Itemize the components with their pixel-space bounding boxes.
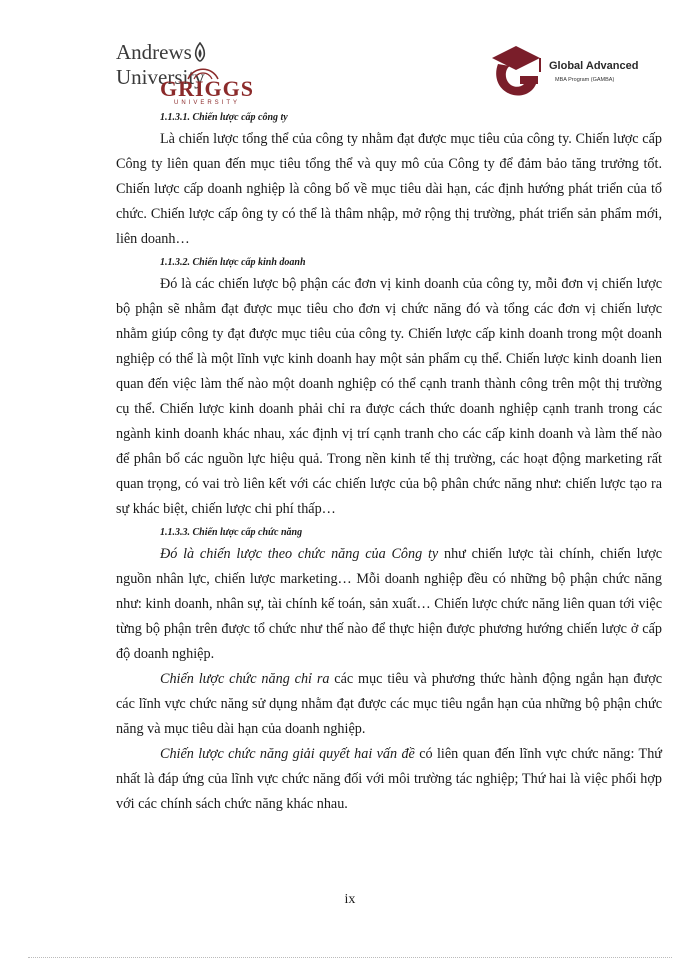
andrews-logo-text-left: Andrews bbox=[116, 40, 192, 64]
gamba-logo bbox=[486, 40, 646, 100]
paragraph-text: các mục tiêu và phương thức hành động ngắn hạn được các lĩnh vực chức năng sử dụng nhằm đạt được các mục tiêu ngắn hạn của những bộ phận chức năng và mục tiêu dài hạn của doanh nghiệp. bbox=[116, 671, 663, 737]
paragraph-text: Là chiến lược tổng thể của công ty nhằm đạt được mục tiêu của công ty. Chiến lược cấp Công ty liên quan đến mục tiêu tổng thể và quy mô của Công ty để đảm bảo tăng trưởng tốt. Chiến lược cấp doanh nghiệp là công bố về mục tiêu dài hạn, các định hướng phát triển của tổ chức. Chiến lược cấp ông ty có thể là thâm nhập, mở rộng thị trường, phát triển sản phẩm mới, liên doanh… bbox=[116, 131, 662, 247]
paragraph-text: có liên quan đến lĩnh vực chức năng: Thứ nhất là đáp ứng của lĩnh vực chức năng đối với môi trường tác nghiệp; Thứ hai là việc phối hợp với các chính sách chức năng khác nhau. bbox=[116, 746, 662, 812]
footer-divider bbox=[28, 957, 672, 958]
body-paragraph bbox=[116, 542, 662, 667]
emphasis-text: Chiến lược chức năng giải quyết hai vấn đề bbox=[160, 746, 415, 762]
body-paragraph bbox=[116, 272, 662, 522]
page-number: ix bbox=[344, 892, 356, 907]
griggs-logo-subtext: UNIVERSITY bbox=[174, 100, 241, 106]
griggs-logo-text: GRIGGS bbox=[160, 76, 255, 101]
document-body bbox=[116, 107, 662, 817]
gamba-logo-subtitle: MBA Program (GAMBA) bbox=[555, 77, 615, 83]
gamba-logo-title: Global Advanced bbox=[549, 60, 639, 72]
emphasis-text: Chiến lược chức năng chỉ ra bbox=[160, 671, 330, 687]
griggs-university-logo bbox=[160, 64, 255, 108]
andrews-logo-text-right: University bbox=[116, 65, 205, 89]
section-heading: 1.1.3.2. Chiến lược cấp kinh doanh bbox=[160, 257, 306, 268]
body-paragraph bbox=[116, 127, 662, 252]
body-paragraph bbox=[116, 742, 662, 817]
emphasis-text: Đó là chiến lược theo chức năng của Công ty bbox=[160, 546, 439, 562]
graduation-cap-icon bbox=[486, 40, 546, 100]
body-paragraph bbox=[116, 667, 662, 742]
section-heading: 1.1.3.3. Chiến lược cấp chức năng bbox=[160, 527, 303, 538]
paragraph-text: như chiến lược tài chính, chiến lược nguồn nhân lực, chiến lược marketing… Mỗi doanh nghiệp đều có những bộ phận chức năng như: kinh doanh, nhân sự, tài chính kế toán, sản xuất… Chiến lược chức năng liên quan tới việc từng bộ phận trên được tổ chức như thế nào để thực hiện được phương hướng chiến lược ở cấp độ doanh nghiệp. bbox=[116, 546, 662, 662]
flame-shield-icon bbox=[193, 42, 207, 62]
page-header bbox=[0, 0, 700, 110]
section-heading: 1.1.3.1. Chiến lược cấp công ty bbox=[160, 112, 288, 123]
paragraph-text: Đó là các chiến lược bộ phận các đơn vị kinh doanh của công ty, mỗi đơn vị chiến lược bộ phận sẽ nhằm đạt được mục tiêu cho đơn vị chức năng đó và tổng các đơn vị chiến lược nhằm giúp công ty đạt được mục tiêu của công ty. Chiến lược cấp kinh doanh trong một doanh nghiệp có thể là một lĩnh vực kinh doanh hay một sản phẩm cụ thể. Chiến lược kinh doanh lien quan đến việc làm thế nào một doanh nghiệp có thể cạnh tranh thành công trên một thị trường cụ thể. Chiến lược kinh doanh phải chỉ ra được cách thức doanh nghiệp cạnh tranh trong các ngành kinh doanh khác nhau, xác định vị trí cạnh tranh cho các cấp kinh doanh và làm thế nào để phân bổ các nguồn lực hiệu quả. Trong nền kinh tế thị trường, các hoạt động marketing rất quan trọng, có vai trò liên kết với các chiến lược của bộ phân chức năng như: chiến lược tạo ra sự khác biệt, chiến lược chi phí thấp… bbox=[116, 276, 662, 517]
